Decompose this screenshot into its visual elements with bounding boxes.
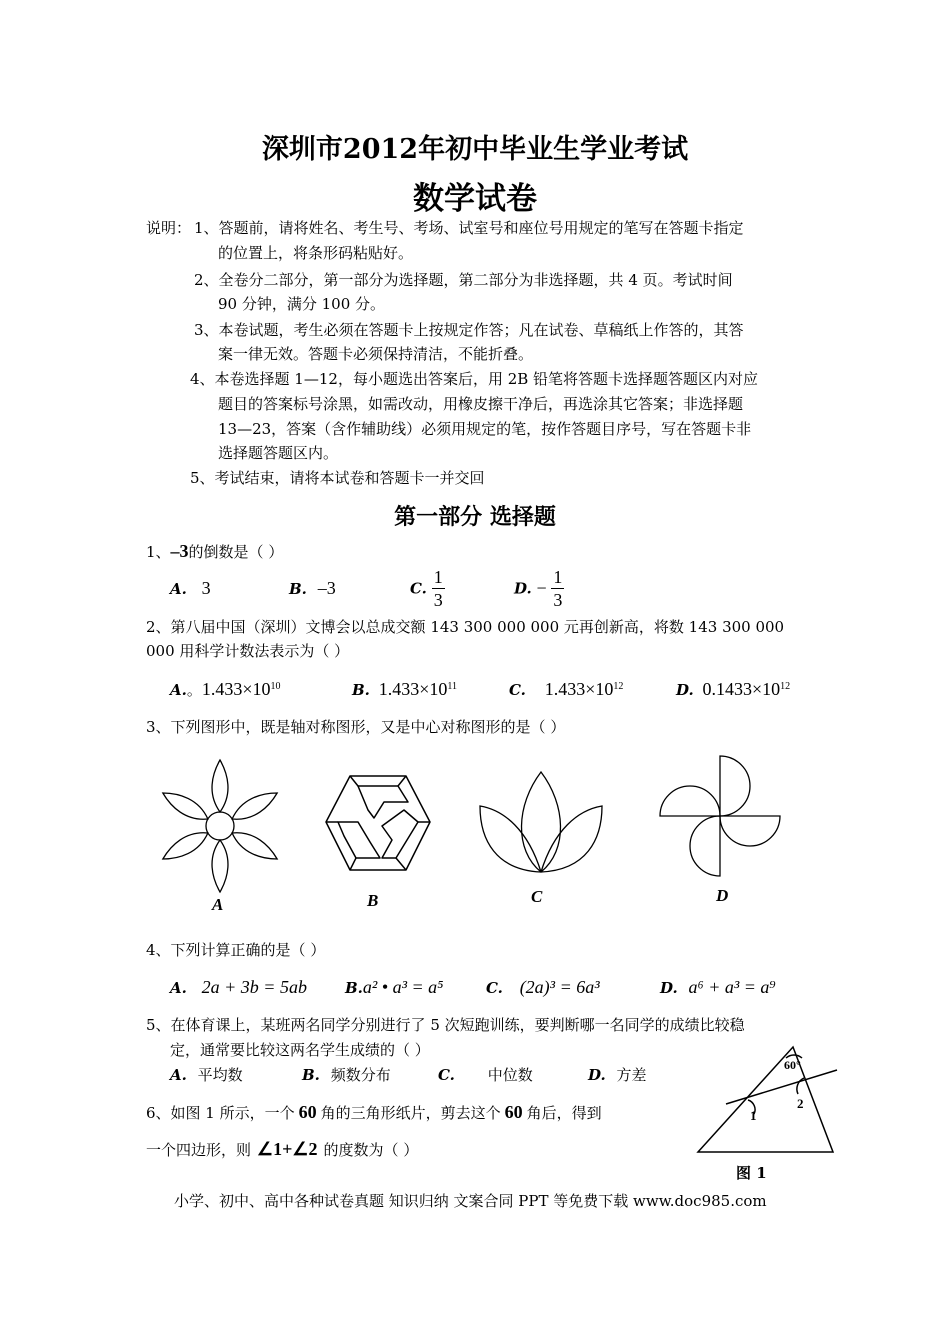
option-label: C. <box>438 1066 455 1084</box>
option-label: A. <box>170 1066 187 1084</box>
option-value: 3 <box>201 578 211 598</box>
q2-option-b[interactable] <box>352 679 457 700</box>
option-value: 1.433×10 <box>201 679 271 699</box>
option-value: 2a + 3b = 5ab <box>201 977 307 997</box>
option-label: D. <box>660 979 678 997</box>
instruction-4-line4: 选择题答题区内。 <box>218 444 339 462</box>
q4-option-c[interactable] <box>486 977 600 998</box>
fraction-numerator: 1 <box>433 567 443 587</box>
option-label: C. <box>410 579 427 598</box>
footer-text: 小学、初中、高中各种试卷真题 知识归纳 文案合同 PPT 等免费下载 www.doc985.com <box>174 1192 767 1210</box>
option-label: D. <box>514 579 532 598</box>
option-exponent: 12 <box>613 681 624 692</box>
q4-option-d[interactable] <box>660 977 776 998</box>
option-label: B. <box>345 979 363 997</box>
option-label: C. <box>509 681 526 699</box>
figure-d-pinwheel[interactable] <box>656 752 784 880</box>
option-fraction <box>551 566 564 611</box>
q1-stem-prefix: 1、 <box>146 543 171 561</box>
instruction-4-line3: 13—23，答案（含作辅助线）必须用规定的笔，按作答题目序号，写在答题卡非 <box>218 420 752 438</box>
q2-option-d[interactable] <box>676 679 790 700</box>
option-separator: 。 <box>186 681 202 699</box>
q1-option-b[interactable] <box>289 578 336 599</box>
q6-math-60: 60 <box>298 1102 317 1122</box>
figure-angle-1: 1 <box>750 1108 757 1123</box>
q2-option-c[interactable] <box>509 679 623 700</box>
figure-1-triangle <box>690 1042 840 1162</box>
section-title: 第一部分 选择题 <box>394 504 556 530</box>
figure-a-flower[interactable] <box>160 758 280 898</box>
fraction-denominator: 3 <box>433 590 443 610</box>
option-exponent: 10 <box>270 681 281 692</box>
option-text: 平均数 <box>197 1066 243 1084</box>
q5-line2: 定，通常要比较这两名学生成绩的（ ） <box>170 1041 430 1059</box>
instruction-3-line2: 案一律无效。答题卡必须保持清洁，不能折叠。 <box>218 345 534 363</box>
option-label: D. <box>588 1066 606 1084</box>
q3-stem: 3、下列图形中，既是轴对称图形，又是中心对称图形的是（ ） <box>146 718 566 736</box>
figure-angle-60: 60° <box>784 1058 801 1072</box>
option-label: A. <box>170 979 187 997</box>
figure-d-label: D <box>716 886 729 905</box>
option-value: –3 <box>317 578 336 598</box>
option-value: 0.1433×10 <box>702 679 781 699</box>
instruction-1-line1: 1、答题前，请将姓名、考生号、考场、试室号和座位号用规定的笔写在答题卡指定 <box>194 219 744 237</box>
q1-stem <box>146 541 283 562</box>
instruction-3-line1: 3、本卷试题，考生必须在答题卡上按规定作答；凡在试卷、草稿纸上作答的，其答 <box>194 321 744 339</box>
option-value: (2a)³ = 6a³ <box>519 977 600 997</box>
fraction-denominator: 3 <box>553 590 563 610</box>
q6-text: 角后，得到 <box>526 1104 602 1122</box>
figure-b-label: B <box>367 891 379 910</box>
q4-stem: 4、下列计算正确的是（ ） <box>146 941 326 959</box>
option-label: D. <box>676 681 694 699</box>
option-exponent: 12 <box>780 681 791 692</box>
option-label: A. <box>170 580 187 598</box>
option-label: B. <box>289 580 307 598</box>
instructions-label: 说明： <box>146 219 192 237</box>
option-label: B. <box>302 1066 320 1084</box>
q5-option-b[interactable] <box>302 1065 391 1085</box>
option-text: 方差 <box>616 1066 647 1084</box>
instruction-5-line1: 5、考试结束，请将本试卷和答题卡一并交回 <box>190 469 485 487</box>
q4-option-a[interactable] <box>170 977 307 998</box>
q4-option-b[interactable] <box>345 977 443 998</box>
q6-text: 角的三角形纸片，剪去这个 <box>320 1104 501 1122</box>
instruction-2-line1: 2、全卷分二部分，第一部分为选择题，第二部分为非选择题，共 4 页。考试时间 <box>194 271 733 289</box>
option-text: 中位数 <box>487 1066 533 1084</box>
q2-line2: 000 用科学计数法表示为（ ） <box>146 642 350 660</box>
figure-1-caption: 图 1 <box>736 1164 767 1182</box>
q5-option-c[interactable] <box>438 1065 533 1085</box>
option-text: 频数分布 <box>330 1066 391 1084</box>
q6-text: 的度数为（ ） <box>323 1141 419 1159</box>
option-value: 1.433×10 <box>378 679 448 699</box>
instruction-1-line2: 的位置上，将条形码粘贴好。 <box>218 244 414 262</box>
q1-stem-math: –3 <box>170 541 189 561</box>
q5-option-d[interactable] <box>588 1065 647 1085</box>
q1-option-a[interactable] <box>170 578 211 599</box>
q5-option-a[interactable] <box>170 1065 243 1085</box>
option-value: a⁶ + a³ = a⁹ <box>688 977 776 997</box>
q6-text: 6、如图 1 所示，一个 <box>146 1104 295 1122</box>
exam-subtitle: 数学试卷 <box>413 181 537 217</box>
option-value: 1.433×10 <box>544 679 614 699</box>
figure-c-lotus[interactable] <box>476 770 606 875</box>
q2-line1: 2、第八届中国（深圳）文博会以总成交额 143 300 000 000 元再创新高，将数 143 300 000 <box>146 618 785 636</box>
q5-line1: 5、在体育课上，某班两名同学分别进行了 5 次短跑训练，要判断哪一名同学的成绩比较稳 <box>146 1016 745 1034</box>
q1-option-d[interactable] <box>514 566 564 611</box>
figure-angle-2: 2 <box>797 1096 804 1111</box>
option-fraction <box>432 566 445 611</box>
q1-option-c[interactable] <box>410 566 445 611</box>
figure-a-label: A <box>212 895 224 914</box>
option-exponent: 11 <box>447 681 457 692</box>
fraction-numerator: 1 <box>553 567 563 587</box>
q6-text: 一个四边形，则 <box>146 1141 252 1159</box>
q6-math-60: 60 <box>504 1102 523 1122</box>
instruction-4-line1: 4、本卷选择题 1—12，每小题选出答案后，用 2B 铅笔将答题卡选择题答题区内对应 <box>190 370 759 388</box>
option-label: A. <box>170 681 187 699</box>
q2-option-a[interactable] <box>170 679 281 700</box>
minus-sign: − <box>536 578 547 598</box>
option-label: C. <box>486 979 503 997</box>
q6-math-angles: ∠1+∠2 <box>257 1139 318 1159</box>
q6-line2 <box>146 1139 418 1160</box>
figure-b-hexagon[interactable] <box>322 770 434 880</box>
exam-title: 深圳市2012年初中毕业生学业考试 <box>261 134 689 165</box>
q6-line1 <box>146 1102 602 1123</box>
instruction-2-line2: 90 分钟，满分 100 分。 <box>218 295 386 313</box>
option-value: a² • a³ = a⁵ <box>362 977 444 997</box>
figure-c-label: C <box>531 887 543 906</box>
instruction-4-line2: 题目的答案标号涂黑，如需改动，用橡皮擦干净后，再选涂其它答案；非选择题 <box>218 395 744 413</box>
option-label: B. <box>352 681 370 699</box>
q1-stem-suffix: 的倒数是（ ） <box>188 543 284 561</box>
